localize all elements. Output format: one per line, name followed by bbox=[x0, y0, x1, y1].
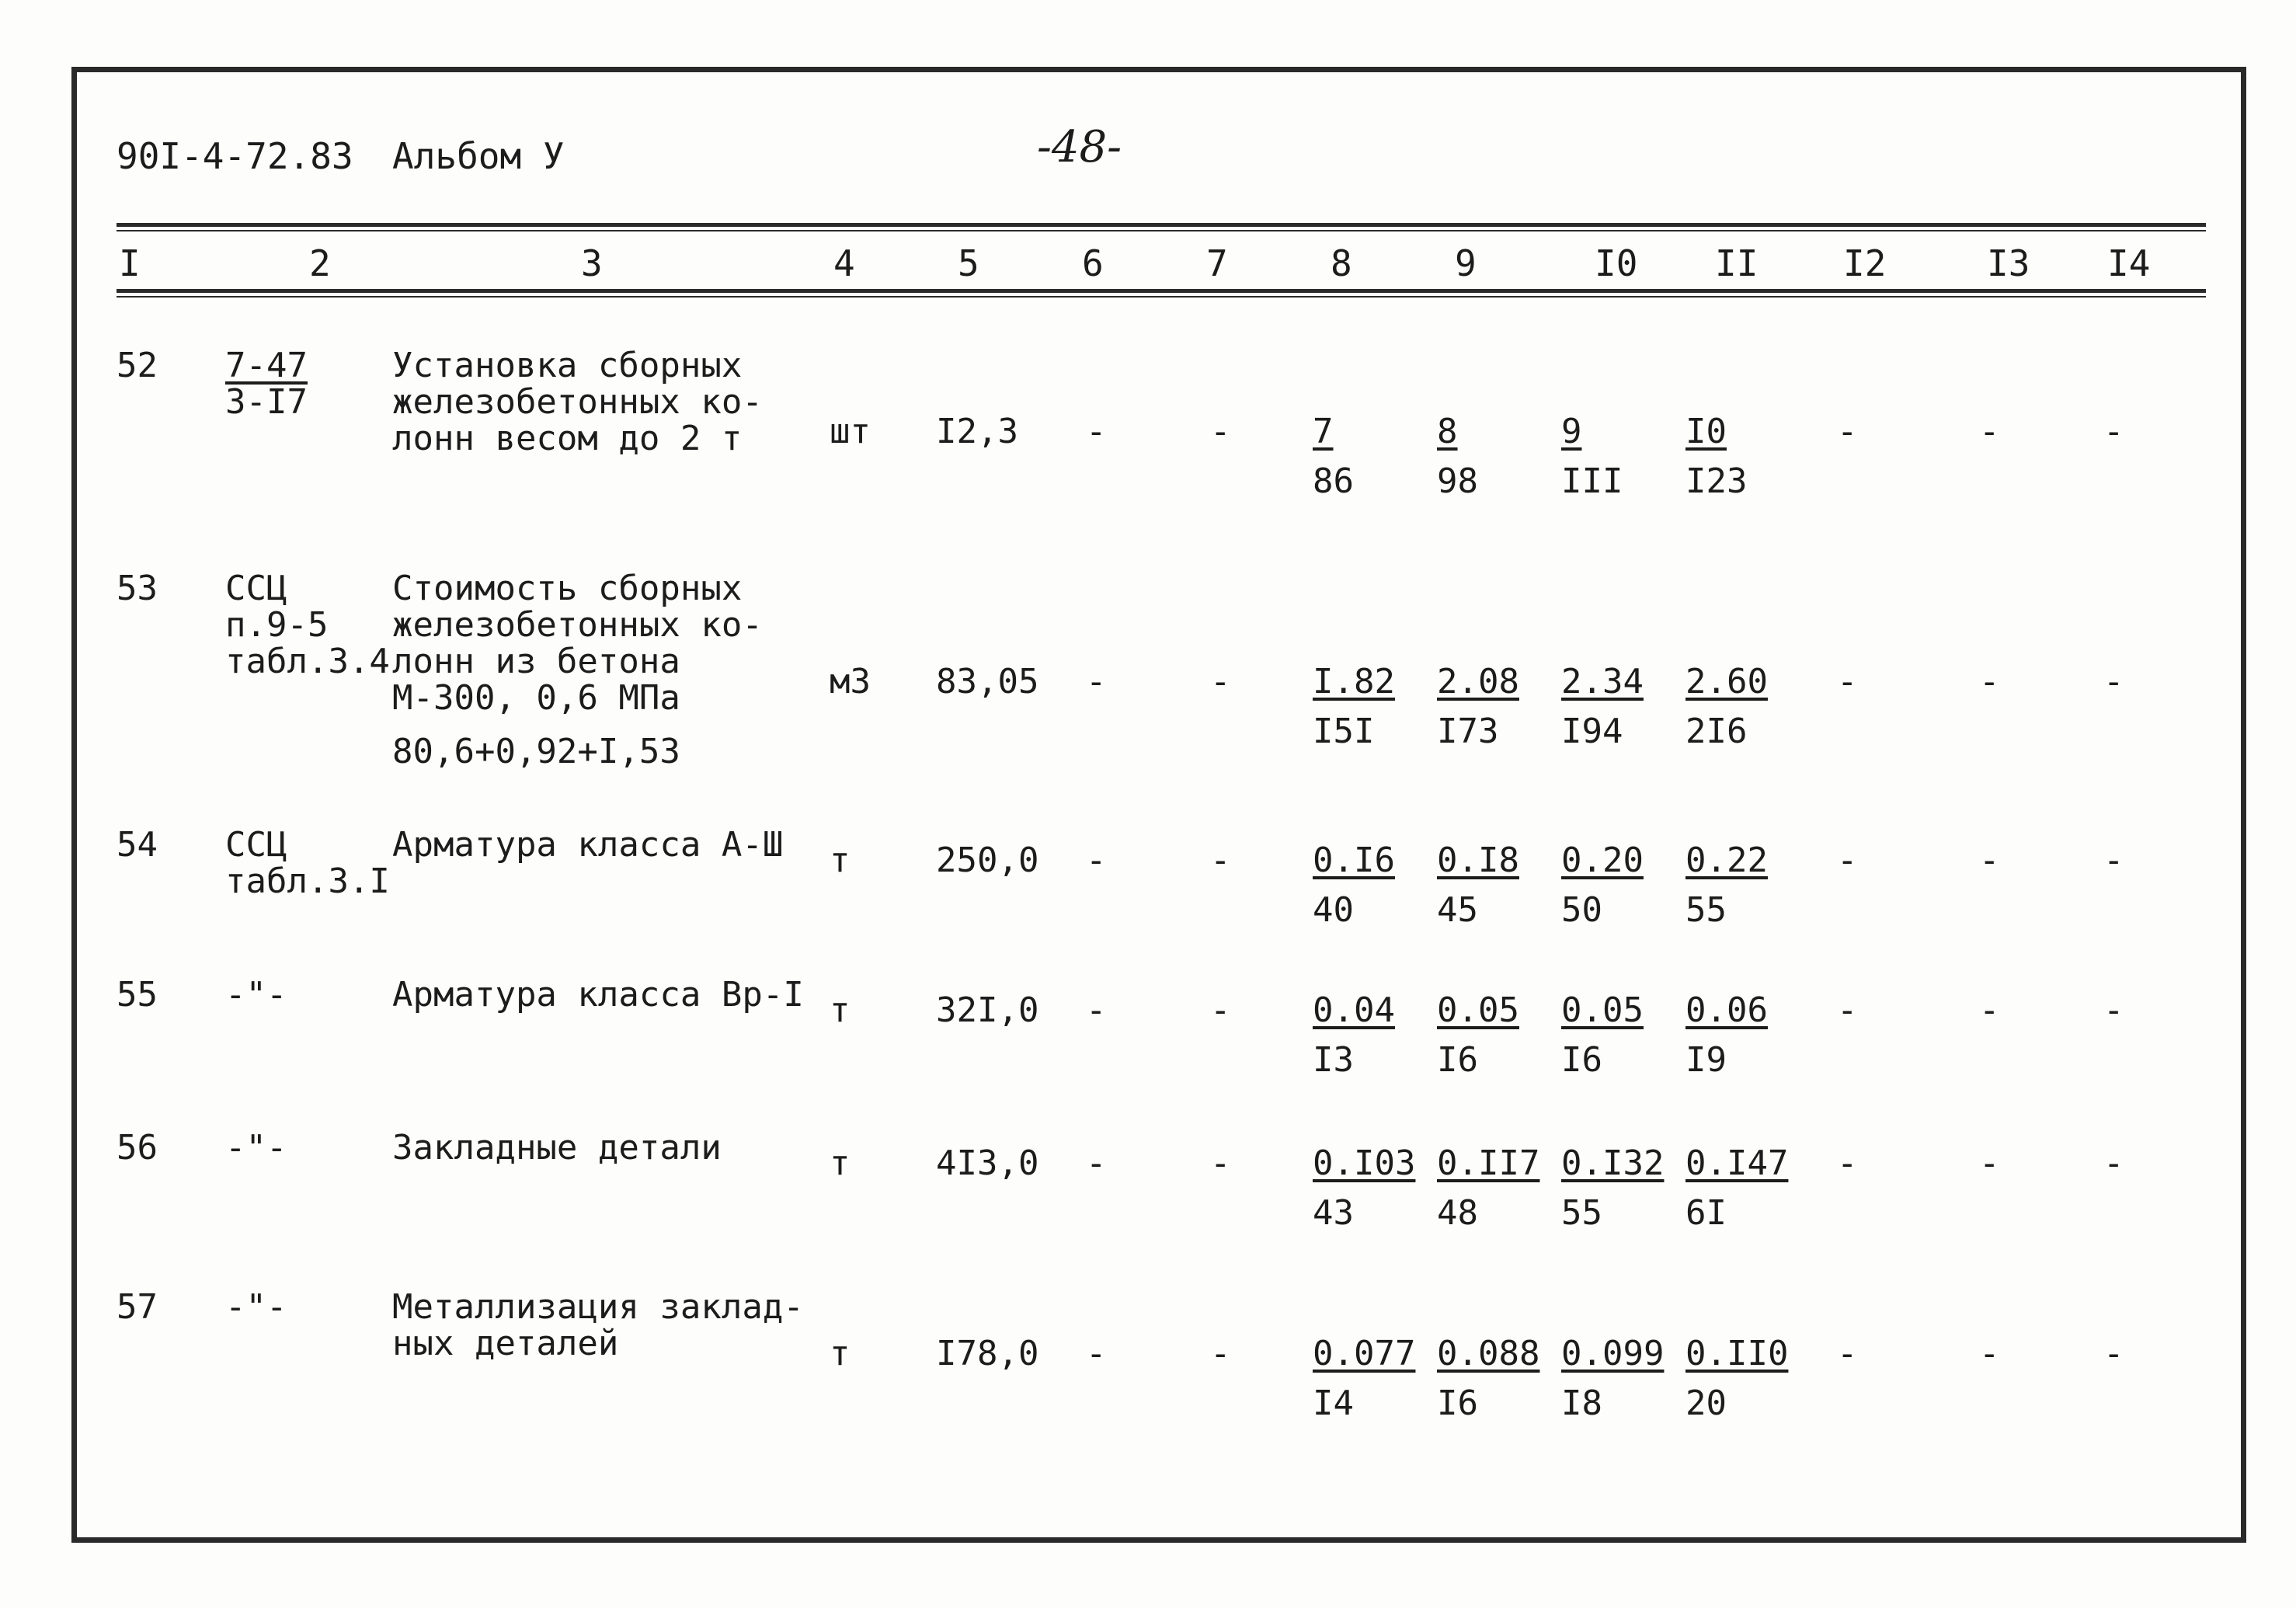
column-number-8: 8 bbox=[1331, 242, 1352, 284]
row-reference: табл.3.I bbox=[225, 861, 390, 901]
row-cost-numerator: 0.II0 bbox=[1685, 1334, 1789, 1373]
row-col12-dash: - bbox=[1837, 990, 1858, 1030]
row-col12-dash: - bbox=[1837, 1334, 1858, 1373]
row-number: 52 bbox=[117, 346, 158, 385]
column-number-11: II bbox=[1715, 242, 1759, 284]
header-rule-bottom bbox=[117, 289, 2206, 293]
row-reference: 7-47 bbox=[225, 346, 308, 385]
row-col6-dash: - bbox=[1086, 412, 1107, 451]
row-reference: табл.3.4 bbox=[225, 642, 390, 681]
row-reference: ССЦ bbox=[225, 825, 287, 865]
row-cost-denominator: 50 bbox=[1561, 890, 1602, 930]
row-description: ных деталей bbox=[392, 1324, 619, 1363]
row-cost-numerator: 0.20 bbox=[1561, 841, 1644, 880]
row-cost-denominator: 40 bbox=[1313, 890, 1354, 930]
row-cost-numerator: 9 bbox=[1561, 412, 1582, 451]
row-col14-dash: - bbox=[2103, 662, 2124, 701]
header-rule-top-thin bbox=[117, 230, 2206, 231]
row-col14-dash: - bbox=[2103, 990, 2124, 1030]
column-number-7: 7 bbox=[1206, 242, 1228, 284]
row-number: 53 bbox=[117, 569, 158, 608]
row-description: Закладные детали bbox=[392, 1128, 722, 1168]
row-col7-dash: - bbox=[1210, 1143, 1231, 1183]
row-col12-dash: - bbox=[1837, 1143, 1858, 1183]
row-col12-dash: - bbox=[1837, 662, 1858, 701]
row-col6-dash: - bbox=[1086, 841, 1107, 880]
row-cost-denominator: 98 bbox=[1437, 461, 1478, 501]
row-col7-dash: - bbox=[1210, 841, 1231, 880]
row-unit: т bbox=[830, 1334, 851, 1373]
row-col12-dash: - bbox=[1837, 841, 1858, 880]
row-cost-numerator: 0.06 bbox=[1685, 990, 1768, 1030]
row-cost-numerator: 2.60 bbox=[1685, 662, 1768, 701]
row-cost-denominator: 55 bbox=[1561, 1193, 1602, 1233]
row-cost-numerator: 7 bbox=[1313, 412, 1334, 451]
row-cost-denominator: I23 bbox=[1685, 461, 1748, 501]
row-cost-denominator: 86 bbox=[1313, 461, 1354, 501]
row-description: железобетонных ко- bbox=[392, 382, 763, 422]
column-number-6: 6 bbox=[1082, 242, 1104, 284]
row-col13-dash: - bbox=[1979, 662, 2000, 701]
row-cost-numerator: 0.077 bbox=[1313, 1334, 1416, 1373]
row-reference: -"- bbox=[225, 1128, 287, 1168]
row-quantity: 83,05 bbox=[936, 662, 1039, 701]
row-col13-dash: - bbox=[1979, 841, 2000, 880]
row-number: 54 bbox=[117, 825, 158, 865]
column-number-13: I3 bbox=[1987, 242, 2030, 284]
row-quantity: I78,0 bbox=[936, 1334, 1039, 1373]
row-cost-denominator: I5I bbox=[1313, 712, 1375, 751]
row-col14-dash: - bbox=[2103, 412, 2124, 451]
row-description: Установка сборных bbox=[392, 346, 743, 385]
row-cost-numerator: 0.05 bbox=[1437, 990, 1519, 1030]
row-quantity: 250,0 bbox=[936, 841, 1039, 880]
column-number-3: 3 bbox=[581, 242, 603, 284]
row-reference: -"- bbox=[225, 975, 287, 1015]
row-description: железобетонных ко- bbox=[392, 605, 763, 645]
row-cost-numerator: 0.I03 bbox=[1313, 1143, 1416, 1183]
row-cost-numerator: 0.I47 bbox=[1685, 1143, 1789, 1183]
row-cost-denominator: 43 bbox=[1313, 1193, 1354, 1233]
row-reference: 3-I7 bbox=[225, 382, 308, 422]
row-cost-numerator: 8 bbox=[1437, 412, 1458, 451]
row-cost-denominator: 48 bbox=[1437, 1193, 1478, 1233]
row-description: лонн из бетона bbox=[392, 642, 680, 681]
row-description: Металлизация заклад- bbox=[392, 1287, 804, 1327]
row-cost-denominator: I94 bbox=[1561, 712, 1623, 751]
row-col12-dash: - bbox=[1837, 412, 1858, 451]
row-cost-denominator: III bbox=[1561, 461, 1623, 501]
row-col14-dash: - bbox=[2103, 841, 2124, 880]
row-description: лонн весом до 2 т bbox=[392, 419, 743, 458]
row-unit: шт bbox=[830, 412, 871, 451]
row-col7-dash: - bbox=[1210, 990, 1231, 1030]
row-cost-numerator: 0.099 bbox=[1561, 1334, 1665, 1373]
row-quantity: 32I,0 bbox=[936, 990, 1039, 1030]
row-col6-dash: - bbox=[1086, 990, 1107, 1030]
row-reference: п.9-5 bbox=[225, 605, 329, 645]
column-number-9: 9 bbox=[1455, 242, 1477, 284]
row-col7-dash: - bbox=[1210, 1334, 1231, 1373]
row-cost-denominator: I6 bbox=[1437, 1040, 1478, 1080]
row-cost-denominator: I6 bbox=[1561, 1040, 1602, 1080]
row-col13-dash: - bbox=[1979, 990, 2000, 1030]
column-number-12: I2 bbox=[1843, 242, 1887, 284]
page-number: -48- bbox=[1037, 122, 1122, 172]
row-number: 57 bbox=[117, 1287, 158, 1327]
row-col6-dash: - bbox=[1086, 662, 1107, 701]
header-rule-top bbox=[117, 223, 2206, 227]
row-col7-dash: - bbox=[1210, 662, 1231, 701]
row-description: 80,6+0,92+I,53 bbox=[392, 732, 680, 771]
row-reference: -"- bbox=[225, 1287, 287, 1327]
column-number-4: 4 bbox=[833, 242, 855, 284]
row-col14-dash: - bbox=[2103, 1143, 2124, 1183]
row-cost-numerator: 0.22 bbox=[1685, 841, 1768, 880]
row-cost-numerator: 2.34 bbox=[1561, 662, 1644, 701]
row-cost-numerator: 0.I8 bbox=[1437, 841, 1519, 880]
row-col13-dash: - bbox=[1979, 1143, 2000, 1183]
row-quantity: 4I3,0 bbox=[936, 1143, 1039, 1183]
row-cost-denominator: 6I bbox=[1685, 1193, 1727, 1233]
row-col7-dash: - bbox=[1210, 412, 1231, 451]
row-cost-denominator: I3 bbox=[1313, 1040, 1354, 1080]
album-label: Альбом У bbox=[392, 135, 565, 177]
row-description: Арматура класса Вр-I bbox=[392, 975, 804, 1015]
row-number: 55 bbox=[117, 975, 158, 1015]
row-cost-denominator: I9 bbox=[1685, 1040, 1727, 1080]
row-cost-numerator: 0.I32 bbox=[1561, 1143, 1665, 1183]
column-number-5: 5 bbox=[958, 242, 979, 284]
row-description: М-300, 0,6 МПа bbox=[392, 678, 680, 718]
row-unit: т bbox=[830, 1143, 851, 1183]
row-cost-numerator: 2.08 bbox=[1437, 662, 1519, 701]
row-cost-denominator: I6 bbox=[1437, 1384, 1478, 1423]
row-col13-dash: - bbox=[1979, 412, 2000, 451]
row-unit: т bbox=[830, 990, 851, 1030]
row-cost-denominator: 55 bbox=[1685, 890, 1727, 930]
row-col6-dash: - bbox=[1086, 1143, 1107, 1183]
column-number-2: 2 bbox=[309, 242, 331, 284]
header-rule-bottom-thin bbox=[117, 296, 2206, 298]
column-number-1: I bbox=[119, 242, 141, 284]
row-cost-numerator: 0.I6 bbox=[1313, 841, 1395, 880]
document-code: 90I-4-72.83 bbox=[117, 135, 353, 177]
row-description: Арматура класса А-Ш bbox=[392, 825, 784, 865]
row-unit: т bbox=[830, 841, 851, 880]
row-cost-numerator: I.82 bbox=[1313, 662, 1395, 701]
row-cost-numerator: 0.088 bbox=[1437, 1334, 1540, 1373]
column-number-14: I4 bbox=[2107, 242, 2151, 284]
row-description: Стоимость сборных bbox=[392, 569, 743, 608]
row-reference: ССЦ bbox=[225, 569, 287, 608]
row-cost-denominator: 45 bbox=[1437, 890, 1478, 930]
row-cost-denominator: I4 bbox=[1313, 1384, 1354, 1423]
row-cost-numerator: 0.II7 bbox=[1437, 1143, 1540, 1183]
row-cost-denominator: I73 bbox=[1437, 712, 1499, 751]
row-unit: м3 bbox=[830, 662, 871, 701]
column-number-10: I0 bbox=[1595, 242, 1638, 284]
row-cost-numerator: I0 bbox=[1685, 412, 1727, 451]
row-cost-numerator: 0.04 bbox=[1313, 990, 1395, 1030]
row-cost-denominator: 20 bbox=[1685, 1384, 1727, 1423]
row-quantity: I2,3 bbox=[936, 412, 1018, 451]
row-number: 56 bbox=[117, 1128, 158, 1168]
row-cost-numerator: 0.05 bbox=[1561, 990, 1644, 1030]
row-col13-dash: - bbox=[1979, 1334, 2000, 1373]
row-col6-dash: - bbox=[1086, 1334, 1107, 1373]
row-col14-dash: - bbox=[2103, 1334, 2124, 1373]
row-cost-denominator: 2I6 bbox=[1685, 712, 1748, 751]
row-cost-denominator: I8 bbox=[1561, 1384, 1602, 1423]
